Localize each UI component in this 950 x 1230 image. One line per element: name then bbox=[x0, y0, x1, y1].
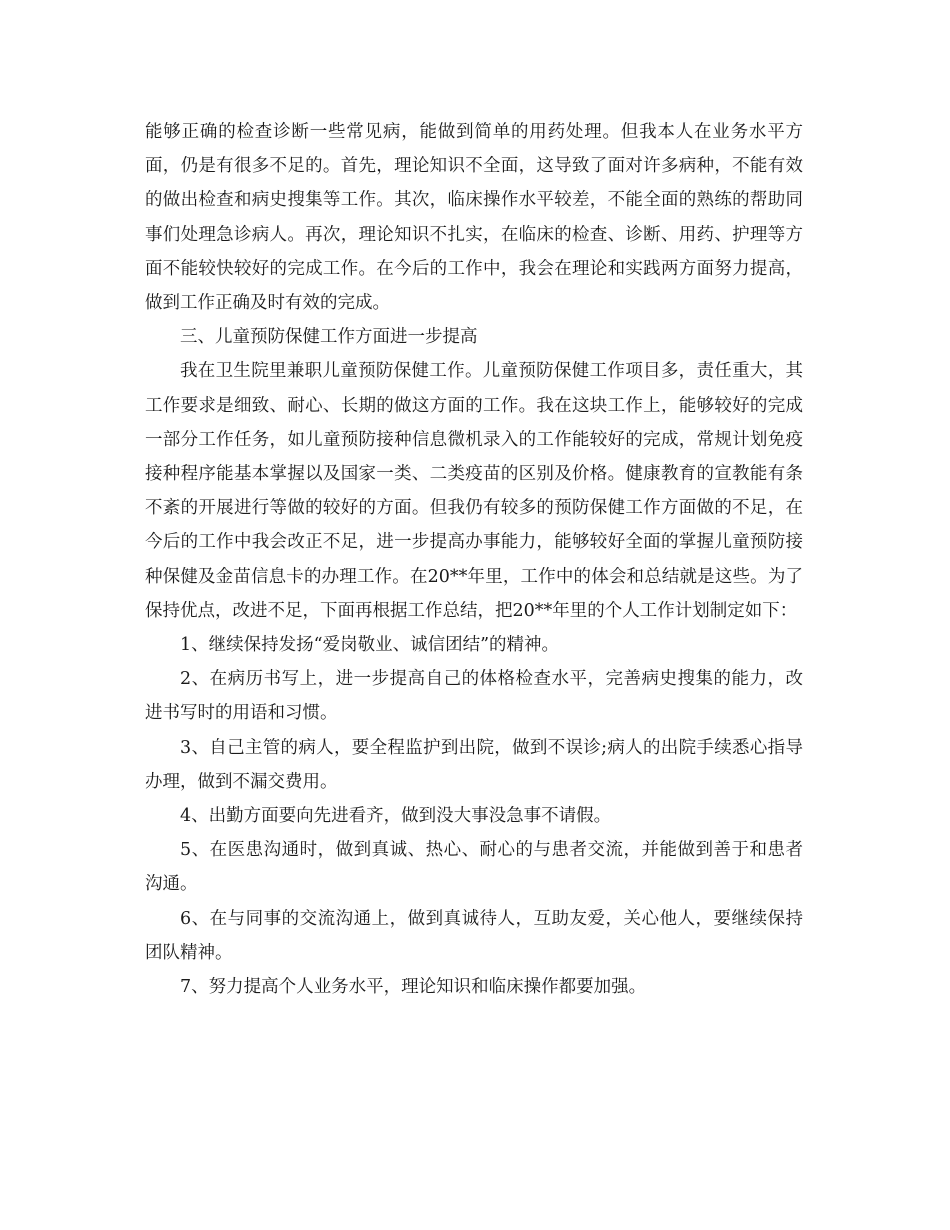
plan-item-6: 6、在与同事的交流沟通上，做到真诚待人，互助友爱，关心他人，要继续保持团队精神。 bbox=[145, 908, 803, 963]
plan-item-5: 5、在医患沟通时，做到真诚、热心、耐心的与患者交流，并能做到善于和患者沟通。 bbox=[145, 840, 803, 895]
plan-item-1: 1、继续保持发扬“爱岗敬业、诚信团结”的精神。 bbox=[180, 635, 560, 656]
plan-item-4: 4、出勤方面要向先进看齐，做到没大事没急事不请假。 bbox=[180, 806, 612, 827]
plan-item-3: 3、自己主管的病人，要全程监护到出院，做到不误诊;病人的出院手续悉心指导办理，做到不漏交费用。 bbox=[145, 737, 803, 792]
document-body bbox=[145, 115, 803, 1004]
plan-item-7: 7、努力提高个人业务水平，理论知识和临床操作都要加强。 bbox=[180, 977, 647, 998]
section-heading: 三、儿童预防保健工作方面进一步提高 bbox=[180, 327, 478, 348]
paragraph-continued: 能够正确的检查诊断一些常见病，能做到简单的用药处理。但我本人在业务水平方面，仍是有很多不足的。首先，理论知识不全面，这导致了面对许多病种，不能有效的做出检查和病史搜集等工作。其次，临床操作水平较差，不能全面的熟练的帮助同事们处理急诊病人。再次，理论知识不扎实，在临床的检查、诊断、用药、护理等方面不能较快较好的完成工作。在今后的工作中，我会在理论和实践两方面努力提高，做到工作正确及时有效的完成。 bbox=[145, 122, 803, 314]
plan-item-2: 2、在病历书写上，进一步提高自己的体格检查水平，完善病史搜集的能力，改进书写时的用语和习惯。 bbox=[145, 669, 803, 724]
paragraph-child-health: 我在卫生院里兼职儿童预防保健工作。儿童预防保健工作项目多，责任重大，其工作要求是细致、耐心、长期的做这方面的工作。我在这块工作上，能够较好的完成一部分工作任务，如儿童预防接种信息微机录入的工作能较好的完成，常规计划免疫接种程序能基本掌握以及国家一类、二类疫苗的区别及价格。健康教育的宣教能有条不紊的开展进行等做的较好的方面。但我仍有较多的预防保健工作方面做的不足，在今后的工作中我会改正不足，进一步提高办事能力，能够较好全面的掌握儿童预防接种保健及金苗信息卡的办理工作。在20**年里，工作中的体会和总结就是这些。为了保持优点，改进不足，下面再根据工作总结，把20**年里的个人工作计划制定如下： bbox=[145, 361, 803, 621]
